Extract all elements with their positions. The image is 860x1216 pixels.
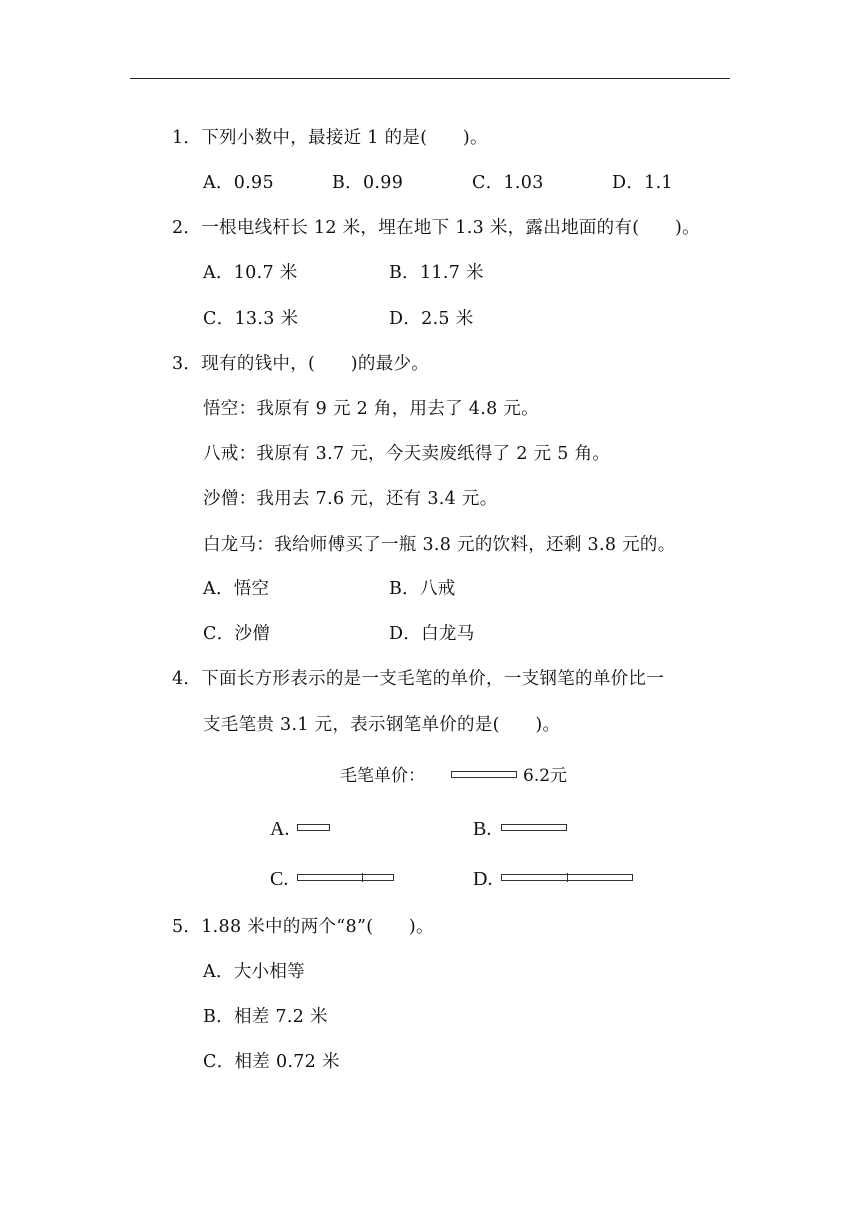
option-b-letter: B. — [473, 818, 492, 840]
header-rule — [130, 78, 730, 79]
option-a-bar — [297, 824, 330, 831]
q2-option-d: D．2.5 米 — [389, 309, 474, 329]
q5-option-c: C．相差 0.72 米 — [203, 1052, 340, 1072]
q3-line-bajie: 八戒：我原有 3.7 元，今天卖废纸得了 2 元 5 角。 — [203, 444, 611, 464]
q3-stem: 3．现有的钱中，( )的最少。 — [172, 354, 430, 374]
brush-price-bar — [451, 771, 517, 778]
q5-option-a: A．大小相等 — [203, 962, 305, 982]
option-a-letter: A. — [270, 818, 290, 840]
brush-price-label: 毛笔单价： — [340, 766, 425, 786]
option-c-letter: C. — [270, 868, 289, 890]
q3-option-b: B．八戒 — [389, 579, 456, 599]
option-b-bar — [501, 824, 567, 831]
q3-option-c: C．沙僧 — [203, 624, 271, 644]
option-c-bar — [297, 874, 394, 881]
q5-stem: 5．1.88 米中的两个“8”( )。 — [172, 917, 434, 937]
q1-option-a: A．0.95 — [203, 173, 274, 193]
q2-option-a: A．10.7 米 — [203, 263, 298, 283]
q4-stem-line1: 4．下面长方形表示的是一支毛笔的单价，一支钢笔的单价比一 — [172, 669, 665, 689]
q3-option-d: D．白龙马 — [389, 624, 475, 644]
q1-option-c: C．1.03 — [472, 173, 544, 193]
q3-line-wukong: 悟空：我原有 9 元 2 角，用去了 4.8 元。 — [203, 399, 539, 419]
q3-option-a: A．悟空 — [203, 579, 270, 599]
q4-stem-line2: 支毛笔贵 3.1 元，表示钢笔单价的是( )。 — [203, 715, 561, 735]
q2-stem: 2．一根电线杆长 12 米，埋在地下 1.3 米，露出地面的有( )。 — [172, 218, 700, 238]
option-d-letter: D. — [473, 868, 493, 890]
brush-price-value: 6.2元 — [523, 766, 568, 786]
q1-stem: 1．下列小数中，最接近 1 的是( )。 — [172, 128, 488, 148]
q1-option-b: B．0.99 — [332, 173, 404, 193]
option-c-divider — [362, 873, 363, 882]
q1-option-d: D．1.1 — [612, 173, 673, 193]
option-d-divider — [567, 873, 568, 882]
q2-option-c: C．13.3 米 — [203, 309, 299, 329]
q3-line-bailongma: 白龙马：我给师傅买了一瓶 3.8 元的饮料，还剩 3.8 元的。 — [203, 535, 676, 555]
q2-option-b: B．11.7 米 — [389, 263, 484, 283]
q5-option-b: B．相差 7.2 米 — [203, 1007, 328, 1027]
q3-line-shaseng: 沙僧：我用去 7.6 元，还有 3.4 元。 — [203, 489, 498, 509]
